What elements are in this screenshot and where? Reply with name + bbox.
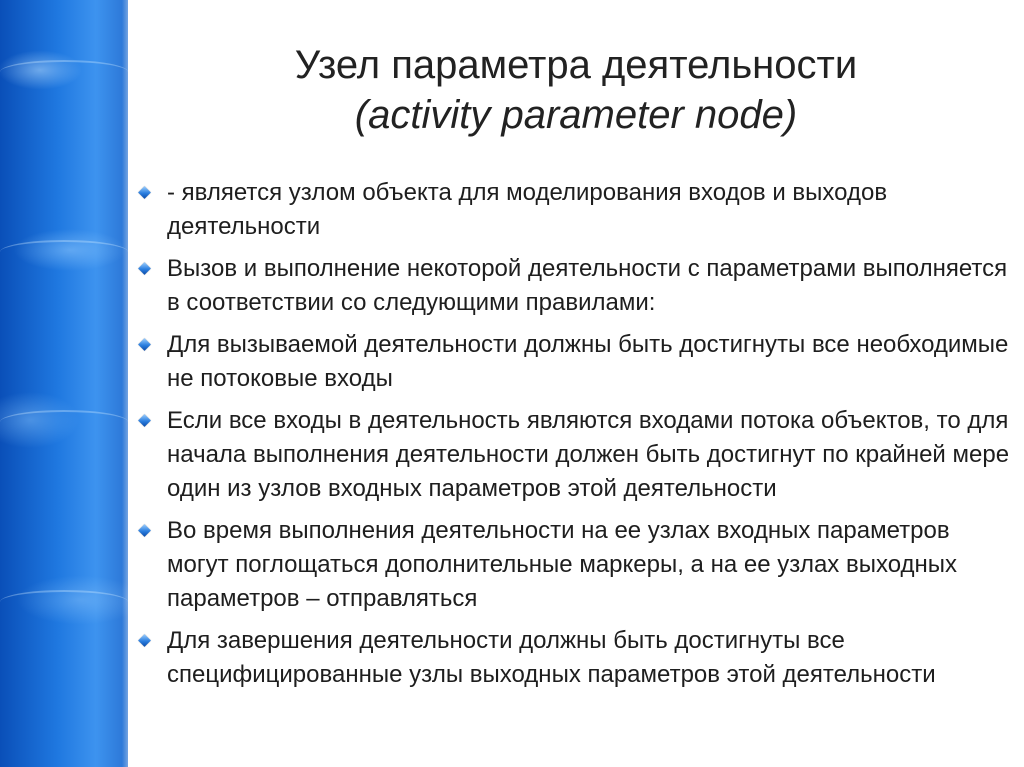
- bullet-item: [136, 176, 1016, 244]
- diamond-bullet-icon: [138, 262, 151, 275]
- band-wave: [0, 590, 128, 614]
- diamond-bullet-icon: [138, 634, 151, 647]
- title-subtitle: (activity parameter node): [354, 93, 798, 137]
- bullet-item: [136, 328, 1016, 396]
- slide-title: [128, 40, 1024, 140]
- band-wave: [0, 240, 128, 264]
- bullet-item: [136, 404, 1016, 506]
- bullet-list: [136, 176, 1016, 700]
- bullet-text: Для вызываемой деятельности должны быть достигнуты все необходимые не потоковые входы: [167, 331, 1009, 392]
- bullet-item: [136, 624, 1016, 692]
- band-wave: [0, 60, 128, 84]
- bullet-text: Вызов и выполнение некоторой деятельности с параметрами выполняется в соответствии со следующими правилами:: [167, 255, 1008, 316]
- bullet-text: Для завершения деятельности должны быть достигнуты все специфицированные узлы выходных параметров этой деятельности: [167, 627, 936, 688]
- band-wave: [0, 410, 128, 434]
- title-main: Узел параметра деятельности: [294, 43, 858, 87]
- bullet-text: Если все входы в деятельность являются входами потока объектов, то для начала выполнения деятельности должен быть достигнут по крайней мере один из узлов входных параметров этой деятельности: [167, 407, 1010, 502]
- diamond-bullet-icon: [138, 414, 151, 427]
- bullet-text: Во время выполнения деятельности на ее узлах входных параметров могут поглощаться дополнительные маркеры, а на ее узлах выходных параметров – отправляться: [167, 517, 958, 612]
- bullet-text: - является узлом объекта для моделирования входов и выходов деятельности: [167, 179, 888, 240]
- decorative-side-band: [0, 0, 128, 767]
- diamond-bullet-icon: [138, 186, 151, 199]
- bullet-item: [136, 514, 1016, 616]
- bullet-item: [136, 252, 1016, 320]
- diamond-bullet-icon: [138, 524, 151, 537]
- diamond-bullet-icon: [138, 338, 151, 351]
